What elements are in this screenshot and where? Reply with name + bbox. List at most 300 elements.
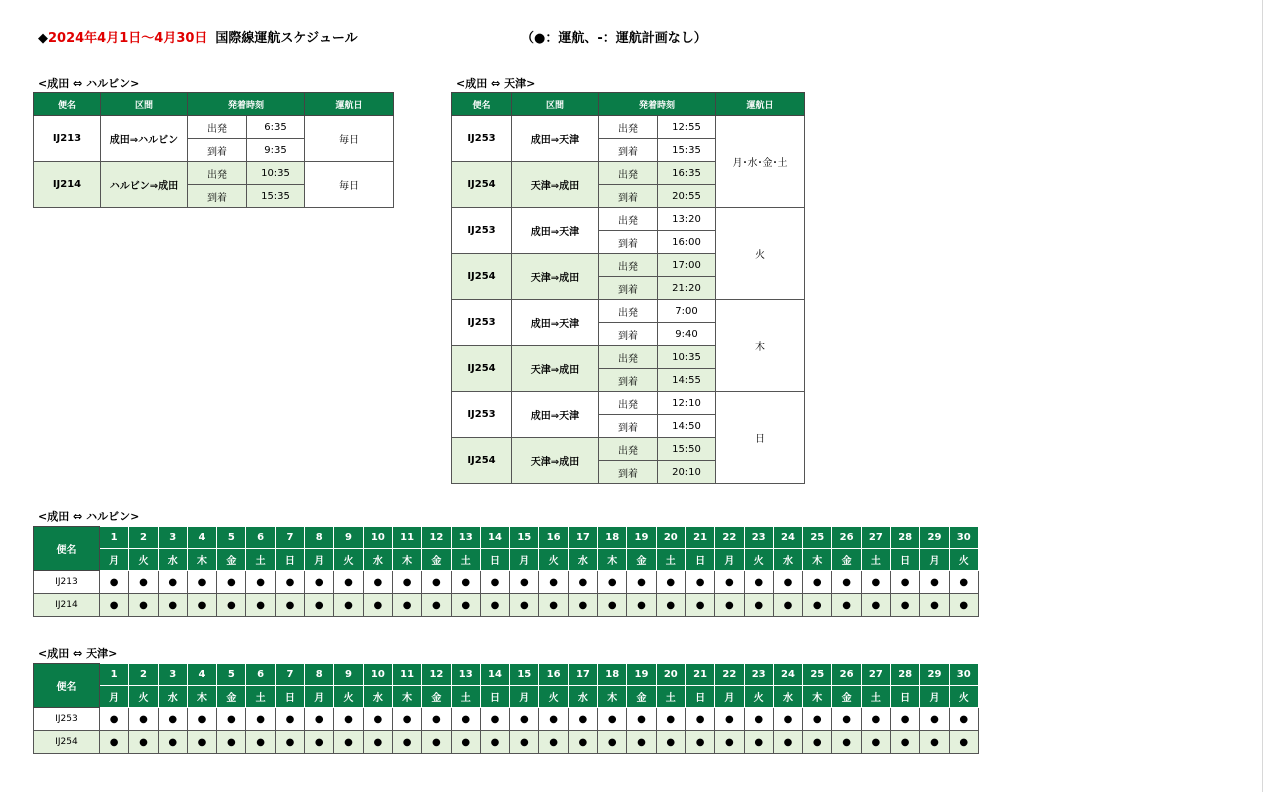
header-route: 区間 bbox=[512, 93, 599, 116]
operation-mark: ● bbox=[305, 708, 334, 731]
flight-route: ハルビン⇒成田 bbox=[101, 162, 188, 208]
calendar-weekday: 日 bbox=[480, 686, 509, 708]
calendar-label-tianjin: <成田 ⇔ 天津> bbox=[38, 647, 118, 660]
calendar-day: 21 bbox=[685, 664, 714, 686]
operation-mark: ● bbox=[568, 594, 597, 617]
calendar-flight-name: IJ214 bbox=[34, 594, 100, 617]
operation-mark: ● bbox=[510, 571, 539, 594]
harbin-calendar-table bbox=[33, 526, 979, 617]
calendar-day: 30 bbox=[949, 664, 978, 686]
operation-mark: ● bbox=[451, 731, 480, 754]
operation-mark: ● bbox=[715, 731, 744, 754]
operation-mark: ● bbox=[451, 571, 480, 594]
calendar-label-harbin: <成田 ⇔ ハルビン> bbox=[38, 510, 140, 523]
calendar-weekday: 月 bbox=[715, 686, 744, 708]
operation-mark: ● bbox=[422, 571, 451, 594]
flight-number: IJ254 bbox=[452, 346, 512, 392]
operation-mark: ● bbox=[598, 594, 627, 617]
calendar-day: 6 bbox=[246, 527, 275, 549]
calendar-day: 10 bbox=[363, 664, 392, 686]
operating-days: 月･水･金･土 bbox=[716, 116, 805, 208]
operation-mark: ● bbox=[715, 594, 744, 617]
calendar-weekday: 水 bbox=[363, 549, 392, 571]
calendar-day: 9 bbox=[334, 664, 363, 686]
operation-mark: ● bbox=[568, 708, 597, 731]
departure-time: 17:00 bbox=[658, 254, 716, 277]
calendar-weekday: 木 bbox=[187, 549, 216, 571]
header-times: 発着時刻 bbox=[599, 93, 716, 116]
calendar-day: 3 bbox=[158, 527, 187, 549]
calendar-day: 28 bbox=[891, 664, 920, 686]
arrival-label: 到着 bbox=[599, 369, 658, 392]
calendar-weekday: 月 bbox=[510, 549, 539, 571]
tianjin-schedule-table bbox=[451, 92, 805, 484]
legend-note: （●：運航、-：運航計画なし） bbox=[521, 31, 707, 46]
schedule-header-row bbox=[452, 93, 805, 116]
calendar-day: 25 bbox=[803, 664, 832, 686]
arrival-time: 14:50 bbox=[658, 415, 716, 438]
calendar-day: 6 bbox=[246, 664, 275, 686]
operation-mark: ● bbox=[392, 731, 421, 754]
calendar-weekday: 木 bbox=[803, 549, 832, 571]
operation-mark: ● bbox=[861, 708, 890, 731]
calendar-weekday: 火 bbox=[129, 686, 158, 708]
operation-mark: ● bbox=[422, 594, 451, 617]
operation-mark: ● bbox=[539, 571, 568, 594]
flight-row bbox=[34, 116, 394, 139]
departure-label: 出発 bbox=[599, 208, 658, 231]
calendar-day: 24 bbox=[773, 664, 802, 686]
departure-label: 出発 bbox=[599, 346, 658, 369]
calendar-weekday: 火 bbox=[949, 686, 978, 708]
operating-days: 火 bbox=[716, 208, 805, 300]
calendar-weekday: 月 bbox=[100, 549, 129, 571]
calendar-day: 2 bbox=[129, 664, 158, 686]
operation-mark: ● bbox=[363, 731, 392, 754]
calendar-weekday: 月 bbox=[715, 549, 744, 571]
calendar-weekday: 金 bbox=[627, 549, 656, 571]
flight-number: IJ253 bbox=[452, 116, 512, 162]
calendar-weekday: 土 bbox=[656, 549, 685, 571]
schedule-header-row bbox=[34, 93, 394, 116]
operation-mark: ● bbox=[685, 571, 714, 594]
flight-route: 天津⇒成田 bbox=[512, 162, 599, 208]
operation-mark: ● bbox=[744, 594, 773, 617]
schedule-subtitle: 国際線運航スケジュール bbox=[215, 31, 358, 46]
calendar-day: 17 bbox=[568, 664, 597, 686]
departure-time: 15:50 bbox=[658, 438, 716, 461]
calendar-weekday: 水 bbox=[773, 686, 802, 708]
operation-mark: ● bbox=[129, 708, 158, 731]
calendar-day: 16 bbox=[539, 664, 568, 686]
operation-mark: ● bbox=[832, 571, 861, 594]
calendar-weekday: 土 bbox=[656, 686, 685, 708]
arrival-time: 9:35 bbox=[247, 139, 305, 162]
calendar-day: 22 bbox=[715, 527, 744, 549]
flight-route: 天津⇒成田 bbox=[512, 346, 599, 392]
operation-mark: ● bbox=[803, 731, 832, 754]
calendar-day: 14 bbox=[480, 664, 509, 686]
operation-mark: ● bbox=[803, 571, 832, 594]
calendar-weekday: 火 bbox=[744, 549, 773, 571]
calendar-weekday: 金 bbox=[217, 686, 246, 708]
calendar-flight-name: IJ254 bbox=[34, 731, 100, 754]
calendar-weekday: 金 bbox=[832, 686, 861, 708]
calendar-weekday: 水 bbox=[158, 549, 187, 571]
calendar-day: 17 bbox=[568, 527, 597, 549]
operation-mark: ● bbox=[363, 594, 392, 617]
calendar-weekday: 日 bbox=[480, 549, 509, 571]
operation-mark: ● bbox=[158, 731, 187, 754]
calendar-day: 9 bbox=[334, 527, 363, 549]
calendar-weekday: 土 bbox=[451, 686, 480, 708]
calendar-day: 3 bbox=[158, 664, 187, 686]
flight-route: 成田⇒天津 bbox=[512, 208, 599, 254]
calendar-day: 19 bbox=[627, 664, 656, 686]
calendar-weekday: 金 bbox=[422, 686, 451, 708]
operation-mark: ● bbox=[920, 571, 949, 594]
arrival-label: 到着 bbox=[599, 185, 658, 208]
flight-route: 天津⇒成田 bbox=[512, 438, 599, 484]
arrival-label: 到着 bbox=[599, 461, 658, 484]
operation-mark: ● bbox=[392, 708, 421, 731]
operation-mark: ● bbox=[715, 708, 744, 731]
calendar-weekday: 月 bbox=[305, 686, 334, 708]
operation-mark: ● bbox=[129, 571, 158, 594]
operation-mark: ● bbox=[627, 594, 656, 617]
header-route: 区間 bbox=[101, 93, 188, 116]
calendar-day: 7 bbox=[275, 527, 304, 549]
departure-time: 16:35 bbox=[658, 162, 716, 185]
calendar-weekday: 水 bbox=[568, 686, 597, 708]
calendar-day: 15 bbox=[510, 664, 539, 686]
departure-time: 12:10 bbox=[658, 392, 716, 415]
operation-mark: ● bbox=[217, 708, 246, 731]
departure-time: 12:55 bbox=[658, 116, 716, 139]
operation-mark: ● bbox=[539, 594, 568, 617]
flight-route: 成田⇒ハルビン bbox=[101, 116, 188, 162]
calendar-day: 11 bbox=[392, 664, 421, 686]
header-flight: 便名 bbox=[34, 93, 101, 116]
operation-mark: ● bbox=[744, 731, 773, 754]
calendar-weekday: 日 bbox=[685, 686, 714, 708]
operation-mark: ● bbox=[246, 708, 275, 731]
calendar-day: 20 bbox=[656, 527, 685, 549]
operation-mark: ● bbox=[949, 731, 978, 754]
flight-number: IJ253 bbox=[452, 208, 512, 254]
operation-mark: ● bbox=[217, 571, 246, 594]
flight-number: IJ214 bbox=[34, 162, 101, 208]
calendar-weekday: 水 bbox=[363, 686, 392, 708]
calendar-weekday: 木 bbox=[803, 686, 832, 708]
arrival-time: 14:55 bbox=[658, 369, 716, 392]
calendar-day: 30 bbox=[949, 527, 978, 549]
calendar-day: 7 bbox=[275, 664, 304, 686]
calendar-weekday: 木 bbox=[392, 686, 421, 708]
calendar-weekday: 月 bbox=[510, 686, 539, 708]
operation-mark: ● bbox=[246, 594, 275, 617]
calendar-weekday: 土 bbox=[861, 549, 890, 571]
departure-label: 出発 bbox=[599, 300, 658, 323]
calendar-day: 26 bbox=[832, 527, 861, 549]
calendar-weekday: 木 bbox=[187, 686, 216, 708]
calendar-weekday: 土 bbox=[246, 686, 275, 708]
departure-label: 出発 bbox=[188, 162, 247, 185]
flight-number: IJ254 bbox=[452, 162, 512, 208]
operating-days: 毎日 bbox=[305, 116, 394, 162]
operation-mark: ● bbox=[510, 731, 539, 754]
operation-mark: ● bbox=[627, 708, 656, 731]
operation-mark: ● bbox=[510, 708, 539, 731]
operation-mark: ● bbox=[832, 708, 861, 731]
calendar-weekday: 日 bbox=[275, 549, 304, 571]
calendar-day: 29 bbox=[920, 527, 949, 549]
arrival-time: 20:10 bbox=[658, 461, 716, 484]
operation-mark: ● bbox=[158, 594, 187, 617]
section-label-tianjin: <成田 ⇔ 天津> bbox=[456, 77, 536, 90]
operation-mark: ● bbox=[832, 731, 861, 754]
calendar-flight-row bbox=[34, 731, 979, 754]
operation-mark: ● bbox=[158, 708, 187, 731]
calendar-weekday: 日 bbox=[275, 686, 304, 708]
calendar-date-row bbox=[34, 664, 979, 686]
calendar-weekday: 日 bbox=[891, 549, 920, 571]
calendar-day: 16 bbox=[539, 527, 568, 549]
arrival-time: 20:55 bbox=[658, 185, 716, 208]
calendar-flight-name: IJ253 bbox=[34, 708, 100, 731]
calendar-day: 27 bbox=[861, 664, 890, 686]
operation-mark: ● bbox=[773, 594, 802, 617]
operation-mark: ● bbox=[949, 571, 978, 594]
calendar-weekday: 木 bbox=[392, 549, 421, 571]
operation-mark: ● bbox=[539, 731, 568, 754]
calendar-day: 13 bbox=[451, 664, 480, 686]
calendar-day: 14 bbox=[480, 527, 509, 549]
departure-label: 出発 bbox=[599, 438, 658, 461]
flight-number: IJ254 bbox=[452, 438, 512, 484]
calendar-day: 18 bbox=[598, 664, 627, 686]
operation-mark: ● bbox=[187, 571, 216, 594]
calendar-day: 18 bbox=[598, 527, 627, 549]
departure-time: 7:00 bbox=[658, 300, 716, 323]
operation-mark: ● bbox=[598, 731, 627, 754]
operation-mark: ● bbox=[949, 708, 978, 731]
flight-row bbox=[452, 392, 805, 415]
operation-mark: ● bbox=[480, 571, 509, 594]
tianjin-calendar-table bbox=[33, 663, 979, 754]
header-times: 発着時刻 bbox=[188, 93, 305, 116]
operation-mark: ● bbox=[773, 731, 802, 754]
operation-mark: ● bbox=[246, 571, 275, 594]
operation-mark: ● bbox=[656, 594, 685, 617]
flight-number: IJ254 bbox=[452, 254, 512, 300]
operation-mark: ● bbox=[685, 708, 714, 731]
calendar-day: 21 bbox=[685, 527, 714, 549]
calendar-day: 28 bbox=[891, 527, 920, 549]
operation-mark: ● bbox=[187, 708, 216, 731]
calendar-day: 12 bbox=[422, 664, 451, 686]
flight-row bbox=[452, 116, 805, 139]
calendar-weekday: 月 bbox=[305, 549, 334, 571]
calendar-weekday: 木 bbox=[598, 686, 627, 708]
operation-mark: ● bbox=[275, 571, 304, 594]
operation-mark: ● bbox=[334, 594, 363, 617]
operation-mark: ● bbox=[158, 571, 187, 594]
operation-mark: ● bbox=[920, 708, 949, 731]
calendar-weekday: 土 bbox=[451, 549, 480, 571]
calendar-flight-name: IJ213 bbox=[34, 571, 100, 594]
calendar-day: 1 bbox=[100, 527, 129, 549]
operation-mark: ● bbox=[334, 708, 363, 731]
calendar-day: 19 bbox=[627, 527, 656, 549]
calendar-day: 23 bbox=[744, 664, 773, 686]
operation-mark: ● bbox=[685, 594, 714, 617]
operation-mark: ● bbox=[187, 731, 216, 754]
departure-time: 13:20 bbox=[658, 208, 716, 231]
arrival-label: 到着 bbox=[599, 231, 658, 254]
harbin-schedule-table bbox=[33, 92, 394, 208]
calendar-weekday-row bbox=[34, 686, 979, 708]
flight-number: IJ253 bbox=[452, 300, 512, 346]
calendar-weekday: 金 bbox=[422, 549, 451, 571]
calendar-flight-header: 便名 bbox=[34, 664, 100, 708]
operation-mark: ● bbox=[275, 731, 304, 754]
arrival-time: 15:35 bbox=[247, 185, 305, 208]
calendar-flight-row bbox=[34, 708, 979, 731]
operation-mark: ● bbox=[305, 594, 334, 617]
calendar-day: 24 bbox=[773, 527, 802, 549]
calendar-weekday: 水 bbox=[773, 549, 802, 571]
operation-mark: ● bbox=[773, 571, 802, 594]
calendar-day: 5 bbox=[217, 664, 246, 686]
operation-mark: ● bbox=[656, 571, 685, 594]
departure-label: 出発 bbox=[599, 162, 658, 185]
section-label-harbin: <成田 ⇔ ハルビン> bbox=[38, 77, 140, 90]
operation-mark: ● bbox=[451, 708, 480, 731]
departure-label: 出発 bbox=[599, 116, 658, 139]
header-days: 運航日 bbox=[305, 93, 394, 116]
calendar-flight-row bbox=[34, 571, 979, 594]
flight-row bbox=[452, 300, 805, 323]
calendar-flight-header: 便名 bbox=[34, 527, 100, 571]
operation-mark: ● bbox=[627, 731, 656, 754]
operation-mark: ● bbox=[363, 571, 392, 594]
calendar-weekday: 金 bbox=[627, 686, 656, 708]
operation-mark: ● bbox=[451, 594, 480, 617]
operation-mark: ● bbox=[568, 571, 597, 594]
calendar-day: 27 bbox=[861, 527, 890, 549]
calendar-day: 22 bbox=[715, 664, 744, 686]
calendar-day: 20 bbox=[656, 664, 685, 686]
departure-label: 出発 bbox=[599, 392, 658, 415]
operation-mark: ● bbox=[803, 708, 832, 731]
calendar-day: 29 bbox=[920, 664, 949, 686]
operation-mark: ● bbox=[920, 731, 949, 754]
operation-mark: ● bbox=[275, 594, 304, 617]
operation-mark: ● bbox=[744, 708, 773, 731]
calendar-day: 15 bbox=[510, 527, 539, 549]
flight-route: 天津⇒成田 bbox=[512, 254, 599, 300]
arrival-label: 到着 bbox=[188, 139, 247, 162]
flight-number: IJ253 bbox=[452, 392, 512, 438]
calendar-weekday-row bbox=[34, 549, 979, 571]
calendar-day: 8 bbox=[305, 664, 334, 686]
operation-mark: ● bbox=[334, 731, 363, 754]
flight-number: IJ213 bbox=[34, 116, 101, 162]
operation-mark: ● bbox=[422, 731, 451, 754]
diamond-icon: ◆ bbox=[38, 31, 48, 46]
operation-mark: ● bbox=[305, 731, 334, 754]
calendar-weekday: 月 bbox=[920, 686, 949, 708]
operation-mark: ● bbox=[100, 708, 129, 731]
calendar-weekday: 月 bbox=[100, 686, 129, 708]
operation-mark: ● bbox=[803, 594, 832, 617]
arrival-time: 15:35 bbox=[658, 139, 716, 162]
flight-row bbox=[452, 208, 805, 231]
page-title bbox=[38, 27, 358, 46]
operation-mark: ● bbox=[773, 708, 802, 731]
calendar-day: 1 bbox=[100, 664, 129, 686]
calendar-day: 23 bbox=[744, 527, 773, 549]
operation-mark: ● bbox=[949, 594, 978, 617]
operation-mark: ● bbox=[861, 571, 890, 594]
operation-mark: ● bbox=[598, 571, 627, 594]
flight-route: 成田⇒天津 bbox=[512, 392, 599, 438]
operation-mark: ● bbox=[891, 731, 920, 754]
calendar-weekday: 火 bbox=[334, 549, 363, 571]
departure-time: 10:35 bbox=[658, 346, 716, 369]
operation-mark: ● bbox=[832, 594, 861, 617]
operation-mark: ● bbox=[510, 594, 539, 617]
operation-mark: ● bbox=[217, 731, 246, 754]
header-flight: 便名 bbox=[452, 93, 512, 116]
calendar-weekday: 金 bbox=[217, 549, 246, 571]
flight-route: 成田⇒天津 bbox=[512, 116, 599, 162]
calendar-weekday: 金 bbox=[832, 549, 861, 571]
calendar-flight-row bbox=[34, 594, 979, 617]
operation-mark: ● bbox=[129, 594, 158, 617]
calendar-weekday: 火 bbox=[334, 686, 363, 708]
operation-mark: ● bbox=[246, 731, 275, 754]
operation-mark: ● bbox=[920, 594, 949, 617]
calendar-weekday: 木 bbox=[598, 549, 627, 571]
calendar-weekday: 水 bbox=[568, 549, 597, 571]
arrival-label: 到着 bbox=[599, 139, 658, 162]
calendar-day: 2 bbox=[129, 527, 158, 549]
calendar-weekday: 水 bbox=[158, 686, 187, 708]
operation-mark: ● bbox=[422, 708, 451, 731]
calendar-weekday: 土 bbox=[861, 686, 890, 708]
arrival-label: 到着 bbox=[188, 185, 247, 208]
operation-mark: ● bbox=[744, 571, 773, 594]
arrival-time: 21:20 bbox=[658, 277, 716, 300]
operation-mark: ● bbox=[334, 571, 363, 594]
calendar-day: 12 bbox=[422, 527, 451, 549]
header-days: 運航日 bbox=[716, 93, 805, 116]
flight-route: 成田⇒天津 bbox=[512, 300, 599, 346]
operation-mark: ● bbox=[100, 594, 129, 617]
operation-mark: ● bbox=[656, 708, 685, 731]
calendar-weekday: 火 bbox=[539, 686, 568, 708]
calendar-weekday: 日 bbox=[891, 686, 920, 708]
calendar-day: 10 bbox=[363, 527, 392, 549]
operation-mark: ● bbox=[715, 571, 744, 594]
operation-mark: ● bbox=[861, 594, 890, 617]
arrival-label: 到着 bbox=[599, 277, 658, 300]
calendar-weekday: 火 bbox=[949, 549, 978, 571]
operation-mark: ● bbox=[100, 571, 129, 594]
calendar-day: 26 bbox=[832, 664, 861, 686]
